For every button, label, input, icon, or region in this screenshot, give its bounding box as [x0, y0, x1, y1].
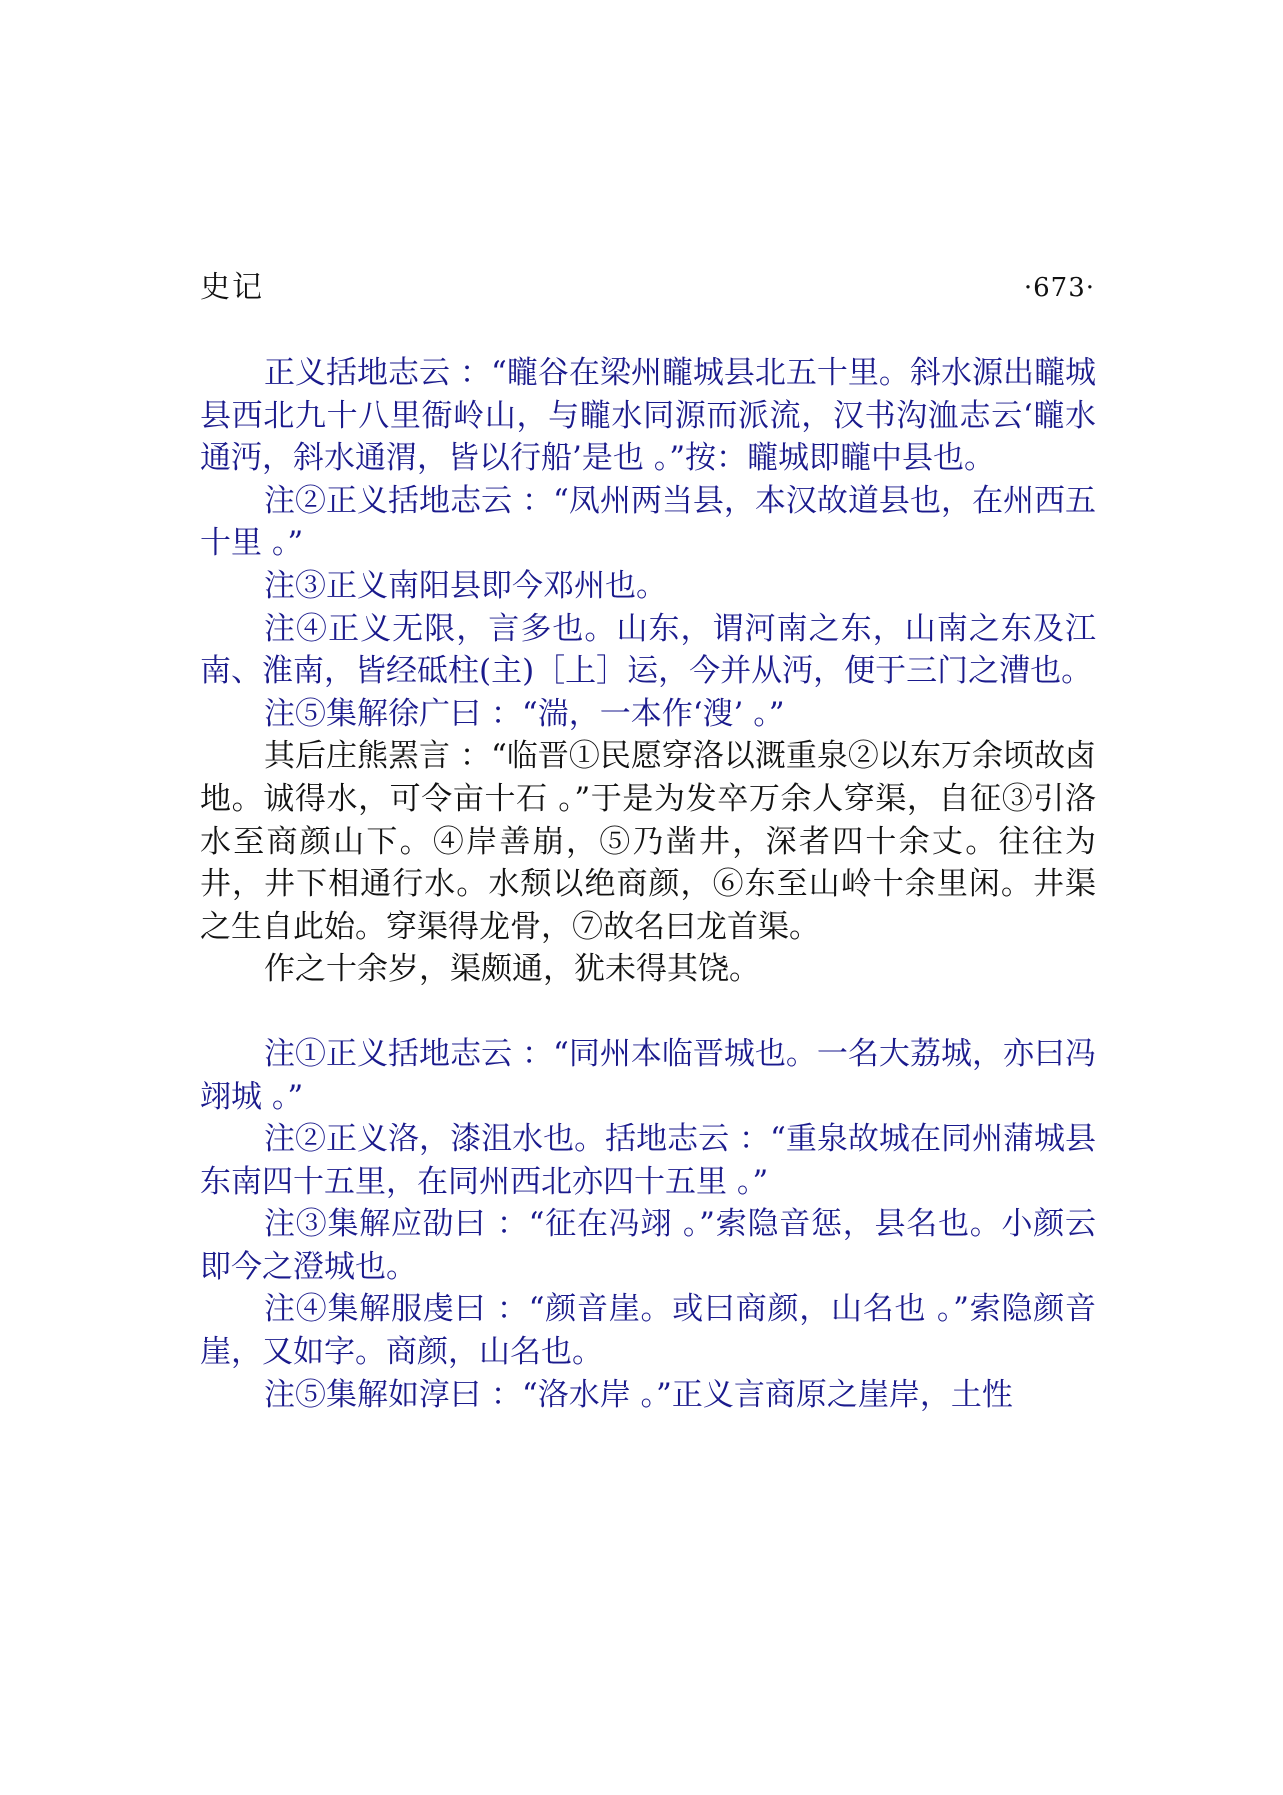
book-title: 史记 — [200, 270, 264, 305]
section-gap — [200, 991, 1096, 1033]
annotation-paragraph: 注③集解应劭曰 ：“征在冯翊 。”索隐音惩，县名也。小颜云即今之澄城也。 — [200, 1206, 1096, 1285]
annotation-paragraph: 注⑤集解徐广曰 ：“湍，一本作‘溲’ 。” — [264, 695, 785, 732]
annotation-paragraph: 注③正义南阳县即今邓州也。 — [264, 567, 667, 604]
body-text — [200, 352, 1096, 1416]
annotation-paragraph: 注①正义括地志云 ：“同州本临晋城也。一名大荔城，亦曰冯翊城 。” — [200, 1035, 1096, 1115]
annotation-paragraph: 注②正义洛，漆沮水也。括地志云 ：“重泉故城在同州蒲城县东南四十五里，在同州西北亦四十五里 。” — [200, 1121, 1096, 1200]
annotation-paragraph: 注④正义无限，言多也。山东，谓河南之东，山南之东及江南、淮南，皆经砥柱(主)［上］运，今并从沔，便于三门之漕也。 — [200, 610, 1096, 690]
page-number: ·673· — [1023, 273, 1095, 303]
page-header — [200, 268, 1095, 308]
annotation-paragraph: 注⑤集解如淳曰 ：“洛水岸 。”正义言商原之崖岸，土性 — [264, 1376, 1013, 1413]
main-text-paragraph: 作之十余岁，渠颇通，犹未得其饶。 — [264, 951, 760, 988]
annotation-paragraph: 正义括地志云 ：“矓谷在梁州矓城县北五十里。斜水源出矓城县西北九十八里衙岭山，与矓水同源而派流，汉书沟洫志云‘矓水通沔，斜水通渭，皆以行船’是也 。”按：矓城即矓中县也。 — [200, 355, 1096, 477]
main-text-paragraph: 其后庄熊罴言 ：“临晋①民愿穿洛以溉重泉②以东万余顷故卤地。诚得水，可令亩十石 。”于是为发卒万余人穿渠，自征③引洛水至商颜山下。④岸善崩，⑤乃凿井，深者四十余丈。往往为井，井下相通行水。水颓以绝商颜，⑥东至山岭十余里闲。井渠之生自此始。穿渠得龙骨，⑦故名曰龙首渠。 — [200, 738, 1096, 945]
annotation-paragraph: 注④集解服虔曰 ：“颜音崖。或曰商颜，山名也 。”索隐颜音崖，又如字。商颜，山名也。 — [200, 1291, 1096, 1371]
annotation-paragraph: 注②正义括地志云 ：“凤州两当县，本汉故道县也，在州西五十里 。” — [200, 482, 1096, 562]
